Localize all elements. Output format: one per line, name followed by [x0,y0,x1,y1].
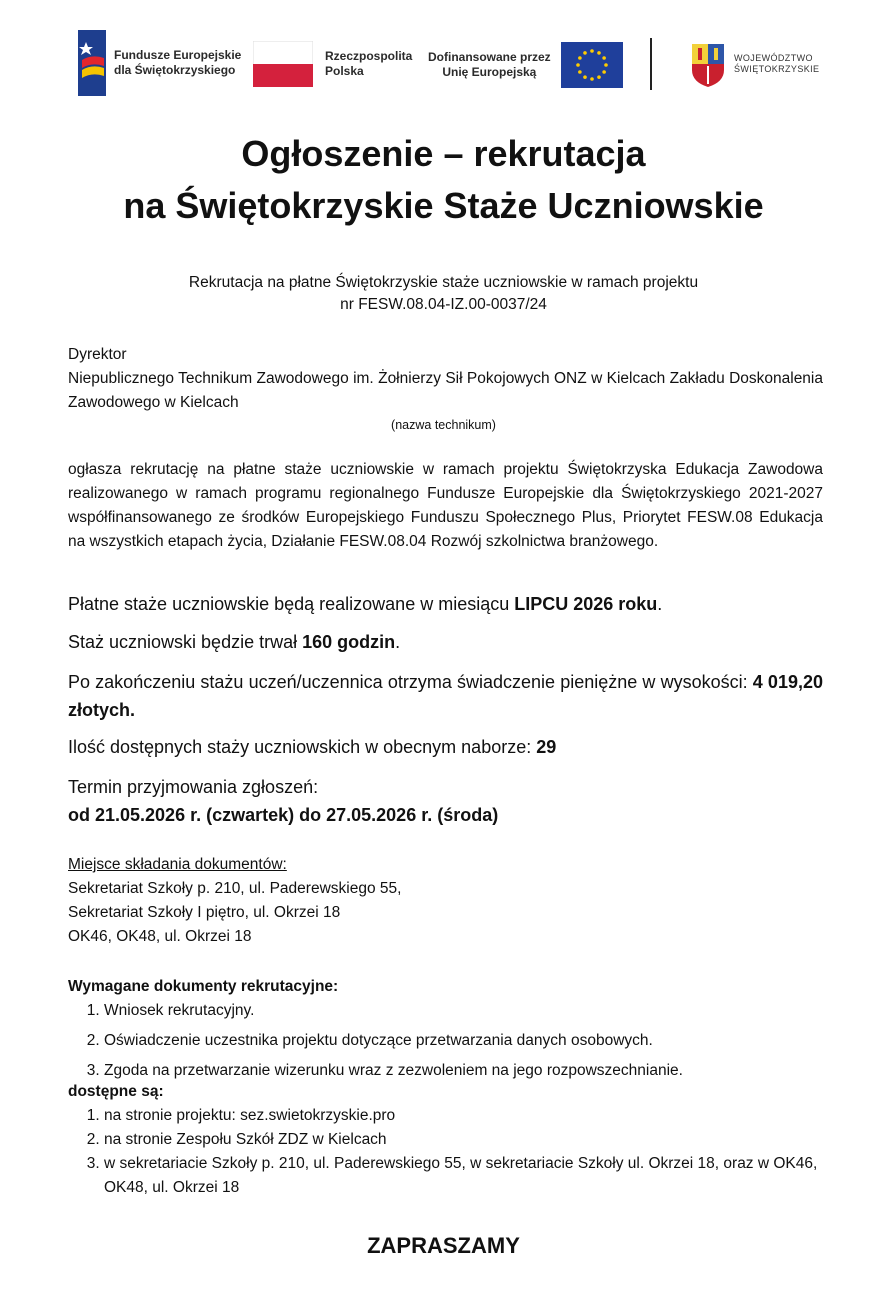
hours-value: 160 godzin [302,632,396,652]
eu-star [578,56,582,60]
available-item: 1. na stronie projektu: sez.swietokrzyskie.pro [104,1104,823,1128]
subtitle [0,272,887,316]
place-block [68,853,823,949]
place-heading: Miejsce składania dokumentów: [68,856,287,873]
month-fact [68,590,823,618]
page-title [0,128,887,232]
hours-suffix: . [395,632,401,652]
logo-divider [650,38,652,90]
available-item: 3. w sekretariacie Szkoły p. 210, ul. Paderewskiego 55, w sekretariacie Szkoły ul. Okrzei 18, oraz w OK46, OK48, ul. Okrzei 18 [104,1152,823,1200]
place-line: OK46, OK48, ul. Okrzei 18 [68,928,252,945]
ue-logo-line2: Unię Europejską [442,65,537,79]
closing-text: ZAPRASZAMY [367,1233,520,1258]
eu-star [590,49,594,53]
coat-of-arms-icon [690,40,726,88]
fe-logo [78,30,241,96]
deadline-label: Termin przyjmowania zgłoszeń: [68,777,319,797]
documents-block [68,975,823,1200]
eu-star [602,56,606,60]
documents-list [68,996,823,1086]
eu-flag-icon [561,42,623,88]
polish-flag-icon [253,41,313,87]
sw-logo-line2: ŚWIĘTOKRZYSKIE [734,64,820,74]
eu-star [583,51,587,55]
school-name: Niepublicznego Technikum Zawodowego im. Żołnierzy Sił Pokojowych ONZ w Kielcach Zakładu Doskonalenia Zawodowego w Kielcach [68,370,823,411]
count-value: 29 [536,737,557,757]
title-line2: na Świętokrzyskie Staże Uczniowskie [123,185,764,226]
available-heading: dostępne są: [68,1083,164,1100]
deadline-fact [68,773,823,829]
pay-prefix: Po zakończeniu stażu uczeń/uczennica otrzyma świadczenie pieniężne w wysokości: [68,672,753,692]
place-line: Sekretariat Szkoły I piętro, ul. Okrzei 18 [68,904,341,921]
title-line1: Ogłoszenie – rekrutacja [241,133,646,174]
rp-logo-line2: Polska [325,64,364,78]
count-fact [68,733,823,761]
month-value: LIPCU 2026 roku [514,594,658,614]
director-block [68,343,823,415]
pay-fact [68,668,823,724]
rp-logo-line1: Rzeczpospolita [325,49,413,63]
swietokrzyskie-logo [690,38,819,90]
month-prefix: Płatne staże uczniowskie będą realizowane w miesiącu [68,594,515,614]
eu-star [602,70,606,74]
available-item: 2. na stronie Zespołu Szkół ZDZ w Kielcach [104,1128,823,1152]
rp-logo [253,40,412,88]
document-item: 3. Zgoda na przetwarzanie wizerunku wraz z zezwoleniem na jego rozpowszechnianie. [104,1056,823,1086]
fe-emblem-icon [78,30,106,96]
hours-prefix: Staż uczniowski będzie trwał [68,632,303,652]
available-list [68,1104,823,1200]
document-item: 2. Oświadczenie uczestnika projektu dotyczące przetwarzania danych osobowych. [104,1026,823,1056]
ue-logo [428,40,623,90]
documents-heading: Wymagane dokumenty rekrutacyjne: [68,978,339,995]
school-name-note: (nazwa technikum) [391,418,496,432]
count-prefix: Ilość dostępnych staży uczniowskich w obecnym naborze: [68,737,537,757]
ue-logo-line1: Dofinansowane przez [428,50,551,64]
place-line: Sekretariat Szkoły p. 210, ul. Paderewskiego 55, [68,880,402,897]
hours-fact [68,628,823,656]
eu-star [578,70,582,74]
sw-logo-line1: WOJEWÓDZTWO [734,53,813,63]
document-item: 1. Wniosek rekrutacyjny. [104,996,823,1026]
eu-star [604,63,608,67]
eu-star [590,77,594,81]
pay-value: 4 019,20 złotych. [68,672,823,720]
subtitle-line1: Rekrutacja na płatne Świętokrzyskie staże uczniowskie w ramach projektu [188,274,699,291]
subtitle-line2: nr FESW.08.04-IZ.00-0037/24 [340,296,547,313]
eu-star [583,75,587,79]
eu-star [597,75,601,79]
month-suffix: . [657,594,663,614]
eu-star [597,51,601,55]
director-label: Dyrektor [68,346,127,363]
fe-logo-line2: dla Świętokrzyskiego [114,63,236,77]
fe-logo-line1: Fundusze Europejskie [114,48,242,62]
logo-bar [0,28,887,98]
eu-star [576,63,580,67]
deadline-value: od 21.05.2026 r. (czwartek) do 27.05.2026 r. (środa) [68,805,499,825]
intro-paragraph: ogłasza rekrutację na płatne staże uczniowskie w ramach projektu Świętokrzyska Edukacja Zawodowa realizowanego w ramach programu regionalnego Fundusze Europejskie dla Świętokrzyskiego 2021-2027 współfinansowanego ze środków Europejskiego Funduszu Społecznego Plus, Priorytet FESW.08 Edukacja na wszystkich etapach życia, Działanie FESW.08.04 Rozwój szkolnictwa branżowego. [68,461,823,550]
